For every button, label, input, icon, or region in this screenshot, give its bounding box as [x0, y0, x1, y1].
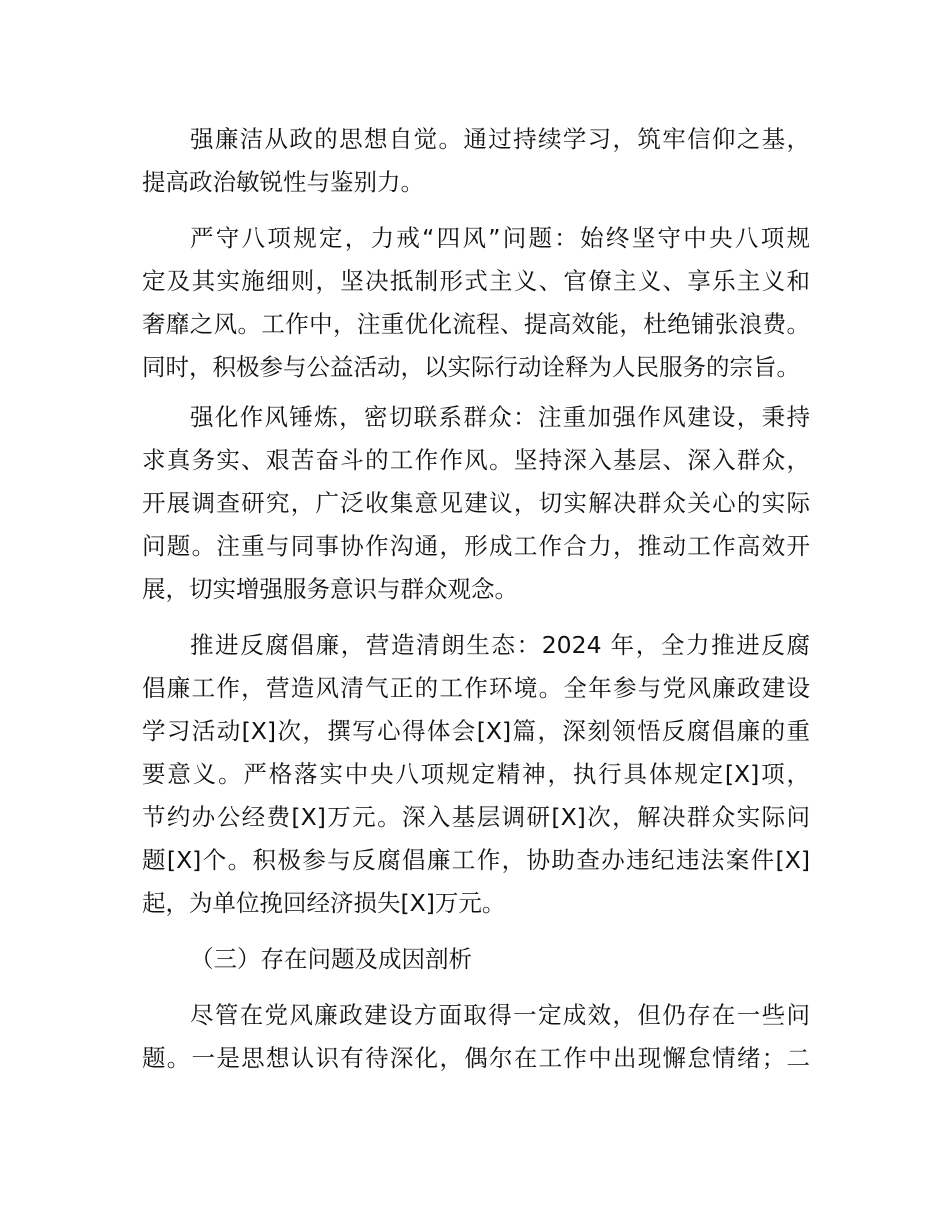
text-line: 强廉洁从政的思想自觉。通过持续学习，筑牢信仰之基，: [190, 125, 810, 153]
text-line: 开展调查研究，广泛收集意见建议，切实解决群众关心的实际: [142, 489, 810, 517]
text-line: 定及其实施细则，坚决抵制形式主义、官僚主义、享乐主义和: [142, 267, 810, 295]
text-line: 要意义。严格落实中央八项规定精神，执行具体规定[X]项，: [142, 760, 810, 788]
text-line: （三）存在问题及成因剖析: [190, 945, 472, 973]
text-line: 问题。注重与同事协作沟通，形成工作合力，推动工作高效开: [142, 532, 810, 560]
text-line: 尽管在党风廉政建设方面取得一定成效，但仍存在一些问: [190, 1001, 810, 1029]
text-line: 学习活动[X]次，撰写心得体会[X]篇，深刻领悟反腐倡廉的重: [142, 717, 810, 745]
text-line: 倡廉工作，营造风清气正的工作环境。全年参与党风廉政建设: [142, 674, 810, 702]
text-line: 起，为单位挽回经济损失[X]万元。: [142, 889, 506, 917]
text-line: 推进反腐倡廉，营造清朗生态：2024 年，全力推进反腐: [190, 631, 810, 659]
text-line: 严守八项规定，力戒“四风”问题：始终坚守中央八项规: [190, 224, 810, 252]
text-line: 奢靡之风。工作中，注重优化流程、提高效能，杜绝铺张浪费。: [142, 310, 810, 338]
text-line: 题。一是思想认识有待深化，偶尔在工作中出现懈怠情绪；二: [142, 1044, 810, 1072]
text-line: 同时，积极参与公益活动，以实际行动诠释为人民服务的宗旨。: [142, 353, 800, 381]
text-line: 展，切实增强服务意识与群众观念。: [142, 575, 518, 603]
text-line: 提高政治敏锐性与鉴别力。: [142, 168, 424, 196]
text-line: 求真务实、艰苦奋斗的工作作风。坚持深入基层、深入群众，: [142, 446, 810, 474]
text-line: 强化作风锤炼，密切联系群众：注重加强作风建设，秉持: [190, 403, 810, 431]
text-line: 节约办公经费[X]万元。深入基层调研[X]次，解决群众实际问: [142, 803, 810, 831]
text-line: 题[X]个。积极参与反腐倡廉工作，协助查办违纪违法案件[X]: [142, 846, 810, 874]
